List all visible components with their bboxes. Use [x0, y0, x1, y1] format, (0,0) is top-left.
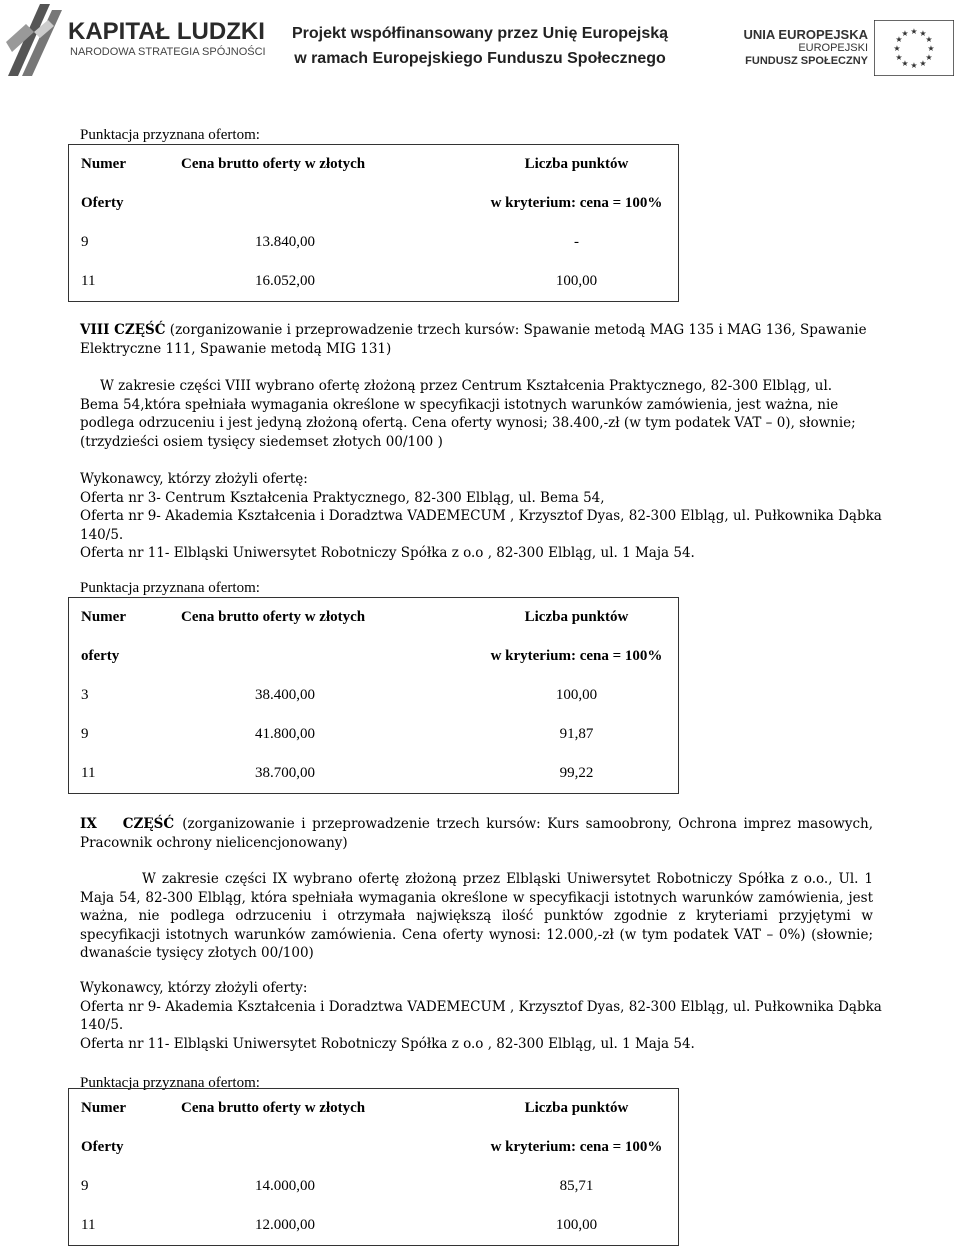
decision-line: podlega odrzuceniu i jest jedyną złożoną ofertą. Cena oferty wynosi; 38.400,-zł (w tym podatek VAT – 0), słownie; — [80, 415, 856, 431]
svg-text:★: ★ — [925, 53, 933, 62]
bidder-item: Oferta nr 11- Elbląski Uniwersytet Robotniczy Spółka z o.o , 82-300 Elbląg, ul. 1 Maja 54. — [80, 545, 695, 561]
header-numer: Numer — [81, 156, 126, 172]
svg-text:★: ★ — [893, 44, 901, 53]
project-line-1: Projekt współfinansowany przez Unię Europejską — [291, 25, 669, 42]
cell-price: 38.700,00 — [255, 765, 315, 781]
svg-text:★: ★ — [901, 29, 909, 38]
header-price: Cena brutto oferty w złotych — [181, 609, 366, 625]
table-header-row — [69, 637, 679, 676]
part-9-decision: W zakresie części IX wybrano ofertę złożoną przez Elbląski Uniwersytet Robotniczy Spółka z o.o., Ul. 1 Maja 54, 82-300 Elbląg, która spełniała wymagania określone w specyfikacji istotnych warunków zamówienia, jest ważna, nie podlega odrzuceniu i otrzymała największą ilość punktów zgodnie z kryteriami przyjętymi w specyfikacji istotnych warunków zamówienia. Cena oferty wynosi: 12.000,-zł (w tym podatek VAT – 0%) (słownie; dwanaście tysięcy złotych 00/100) — [80, 871, 873, 961]
table-row — [69, 223, 679, 262]
part-9-label-word: CZĘŚĆ — [122, 816, 175, 832]
cell-points: 100,00 — [555, 273, 598, 289]
part-9-heading — [80, 815, 873, 852]
decision-line: Bema 54,która spełniała wymagania określone w specyfikacji istotnych warunków zamówienia, jest ważna, nie — [80, 396, 839, 413]
table-row — [69, 754, 679, 794]
header-oferty: Oferty — [81, 195, 124, 211]
eu-line-1: UNIA EUROPEJSKA — [743, 27, 868, 42]
svg-text:★: ★ — [927, 44, 935, 53]
eu-line-2: EUROPEJSKI — [798, 42, 868, 54]
svg-text:★: ★ — [895, 53, 903, 62]
table-header-row — [69, 1128, 679, 1167]
points-table-2 — [68, 597, 679, 794]
header-criterion: w kryterium: cena = 100% — [490, 1139, 663, 1155]
svg-text:★: ★ — [919, 59, 927, 68]
eu-text-block — [738, 27, 868, 68]
cell-price: 38.400,00 — [255, 687, 315, 703]
svg-text:★: ★ — [895, 35, 903, 44]
table-header-row — [69, 598, 679, 638]
bidder-item: 140/5. — [80, 526, 124, 543]
bidder-item: Oferta nr 11- Elbląski Uniwersytet Robotniczy Spółka z o.o , 82-300 Elbląg, ul. 1 Maja 54. — [80, 1035, 695, 1052]
header-points: Liczba punktów — [524, 609, 629, 625]
part-8-heading — [80, 321, 880, 358]
table-row — [69, 1167, 679, 1206]
svg-text:★: ★ — [919, 29, 927, 38]
points-label-3: Punktacja przyznana ofertom: — [80, 1075, 260, 1091]
table-row — [69, 262, 679, 302]
part-9-bidders — [80, 979, 910, 1053]
table-header-row — [69, 145, 679, 185]
bidder-item: 140/5. — [80, 1017, 124, 1033]
header-oferty: oferty — [81, 648, 120, 664]
svg-text:★: ★ — [910, 61, 918, 70]
header-points: Liczba punktów — [524, 156, 629, 172]
cell-price: 13.840,00 — [255, 234, 315, 250]
part-8-decision — [80, 377, 910, 451]
table-row — [69, 715, 679, 754]
decision-line: (trzydzieści osiem tysięcy siedemset złotych 00/100 ) — [80, 433, 443, 450]
kapital-ludzki-subtitle: NARODOWA STRATEGIA SPÓJNOŚCI — [70, 46, 266, 58]
cell-num: 9 — [81, 234, 89, 250]
part-9-description: (zorganizowanie i przeprowadzenie trzech kursów: Kurs samoobrony, Ochrona imprez masowych, Pracownik ochrony nielicencjonowany) — [80, 816, 873, 851]
part-8-label: VIII CZĘŚĆ — [80, 322, 166, 338]
bidder-item: Oferta nr 9- Akademia Kształcenia i Doradztwa VADEMECUM , Krzysztof Dyas, 82-300 Elbląg, ul. Pułkownika Dąbka — [80, 508, 882, 524]
header-criterion: w kryterium: cena = 100% — [490, 195, 663, 211]
project-banner — [285, 21, 675, 71]
kapital-ludzki-emblem-icon — [4, 2, 68, 76]
header-numer: Numer — [81, 609, 126, 625]
kapital-ludzki-logo — [4, 2, 266, 76]
bidders-label: Wykonawcy, którzy złożyli ofertę: — [80, 471, 308, 487]
header-numer: Numer — [81, 1100, 126, 1116]
points-table-1 — [68, 144, 679, 302]
kapital-ludzki-title: KAPITAŁ LUDZKI — [68, 18, 265, 45]
points-label-1: Punktacja przyznana ofertom: — [80, 127, 260, 143]
cell-num: 11 — [81, 1217, 96, 1233]
table-header-row — [69, 1089, 679, 1129]
cell-num: 9 — [81, 1178, 89, 1194]
points-label-2: Punktacja przyznana ofertom: — [80, 580, 260, 596]
eu-flag-icon — [874, 20, 954, 76]
header-oferty: Oferty — [81, 1139, 124, 1155]
points-table-3 — [68, 1088, 679, 1246]
bidder-item: Oferta nr 3- Centrum Kształcenia Praktycznego, 82-300 Elbląg, ul. Bema 54, — [80, 489, 605, 506]
cell-num: 11 — [81, 273, 96, 289]
cell-num: 9 — [81, 726, 89, 742]
cell-points: 99,22 — [559, 765, 594, 781]
table-row — [69, 1206, 679, 1246]
part-8-bidders — [80, 470, 910, 563]
header-price: Cena brutto oferty w złotych — [181, 156, 366, 172]
table-row — [69, 676, 679, 715]
part-9-label: IX — [80, 816, 97, 832]
cell-num: 3 — [81, 687, 89, 703]
svg-text:★: ★ — [910, 27, 918, 36]
eu-line-3: FUNDUSZ SPOŁECZNY — [745, 55, 868, 67]
cell-price: 16.052,00 — [255, 273, 315, 289]
cell-price: 14.000,00 — [255, 1178, 315, 1194]
cell-num: 11 — [81, 765, 96, 781]
bidders-label: Wykonawcy, którzy złożyli oferty: — [80, 980, 308, 996]
decision-line: W zakresie części VIII wybrano ofertę złożoną przez Centrum Kształcenia Praktycznego, 82-300 Elbląg, ul. — [100, 378, 833, 394]
header-points: Liczba punktów — [524, 1100, 629, 1116]
part-8-description: (zorganizowanie i przeprowadzenie trzech kursów: Spawanie metodą MAG 135 i MAG 136, Spawanie Elektryczne 111, Spawanie metodą MIG 131) — [80, 322, 867, 357]
header-criterion: w kryterium: cena = 100% — [490, 648, 663, 664]
cell-points: 91,87 — [559, 726, 594, 742]
svg-text:★: ★ — [925, 35, 933, 44]
header-price: Cena brutto oferty w złotych — [181, 1100, 366, 1116]
svg-text:★: ★ — [901, 59, 909, 68]
bidder-item: Oferta nr 9- Akademia Kształcenia i Doradztwa VADEMECUM , Krzysztof Dyas, 82-300 Elbląg, ul. Pułkownika Dąbka — [80, 998, 882, 1015]
cell-points: 85,71 — [559, 1178, 594, 1194]
cell-points: 100,00 — [555, 687, 598, 703]
cell-price: 12.000,00 — [255, 1217, 315, 1233]
cell-points: 100,00 — [555, 1217, 598, 1233]
cell-points: - — [574, 234, 579, 250]
cell-price: 41.800,00 — [255, 726, 315, 742]
project-line-2: w ramach Europejskiego Funduszu Społecznego — [294, 50, 666, 67]
table-header-row — [69, 184, 679, 223]
